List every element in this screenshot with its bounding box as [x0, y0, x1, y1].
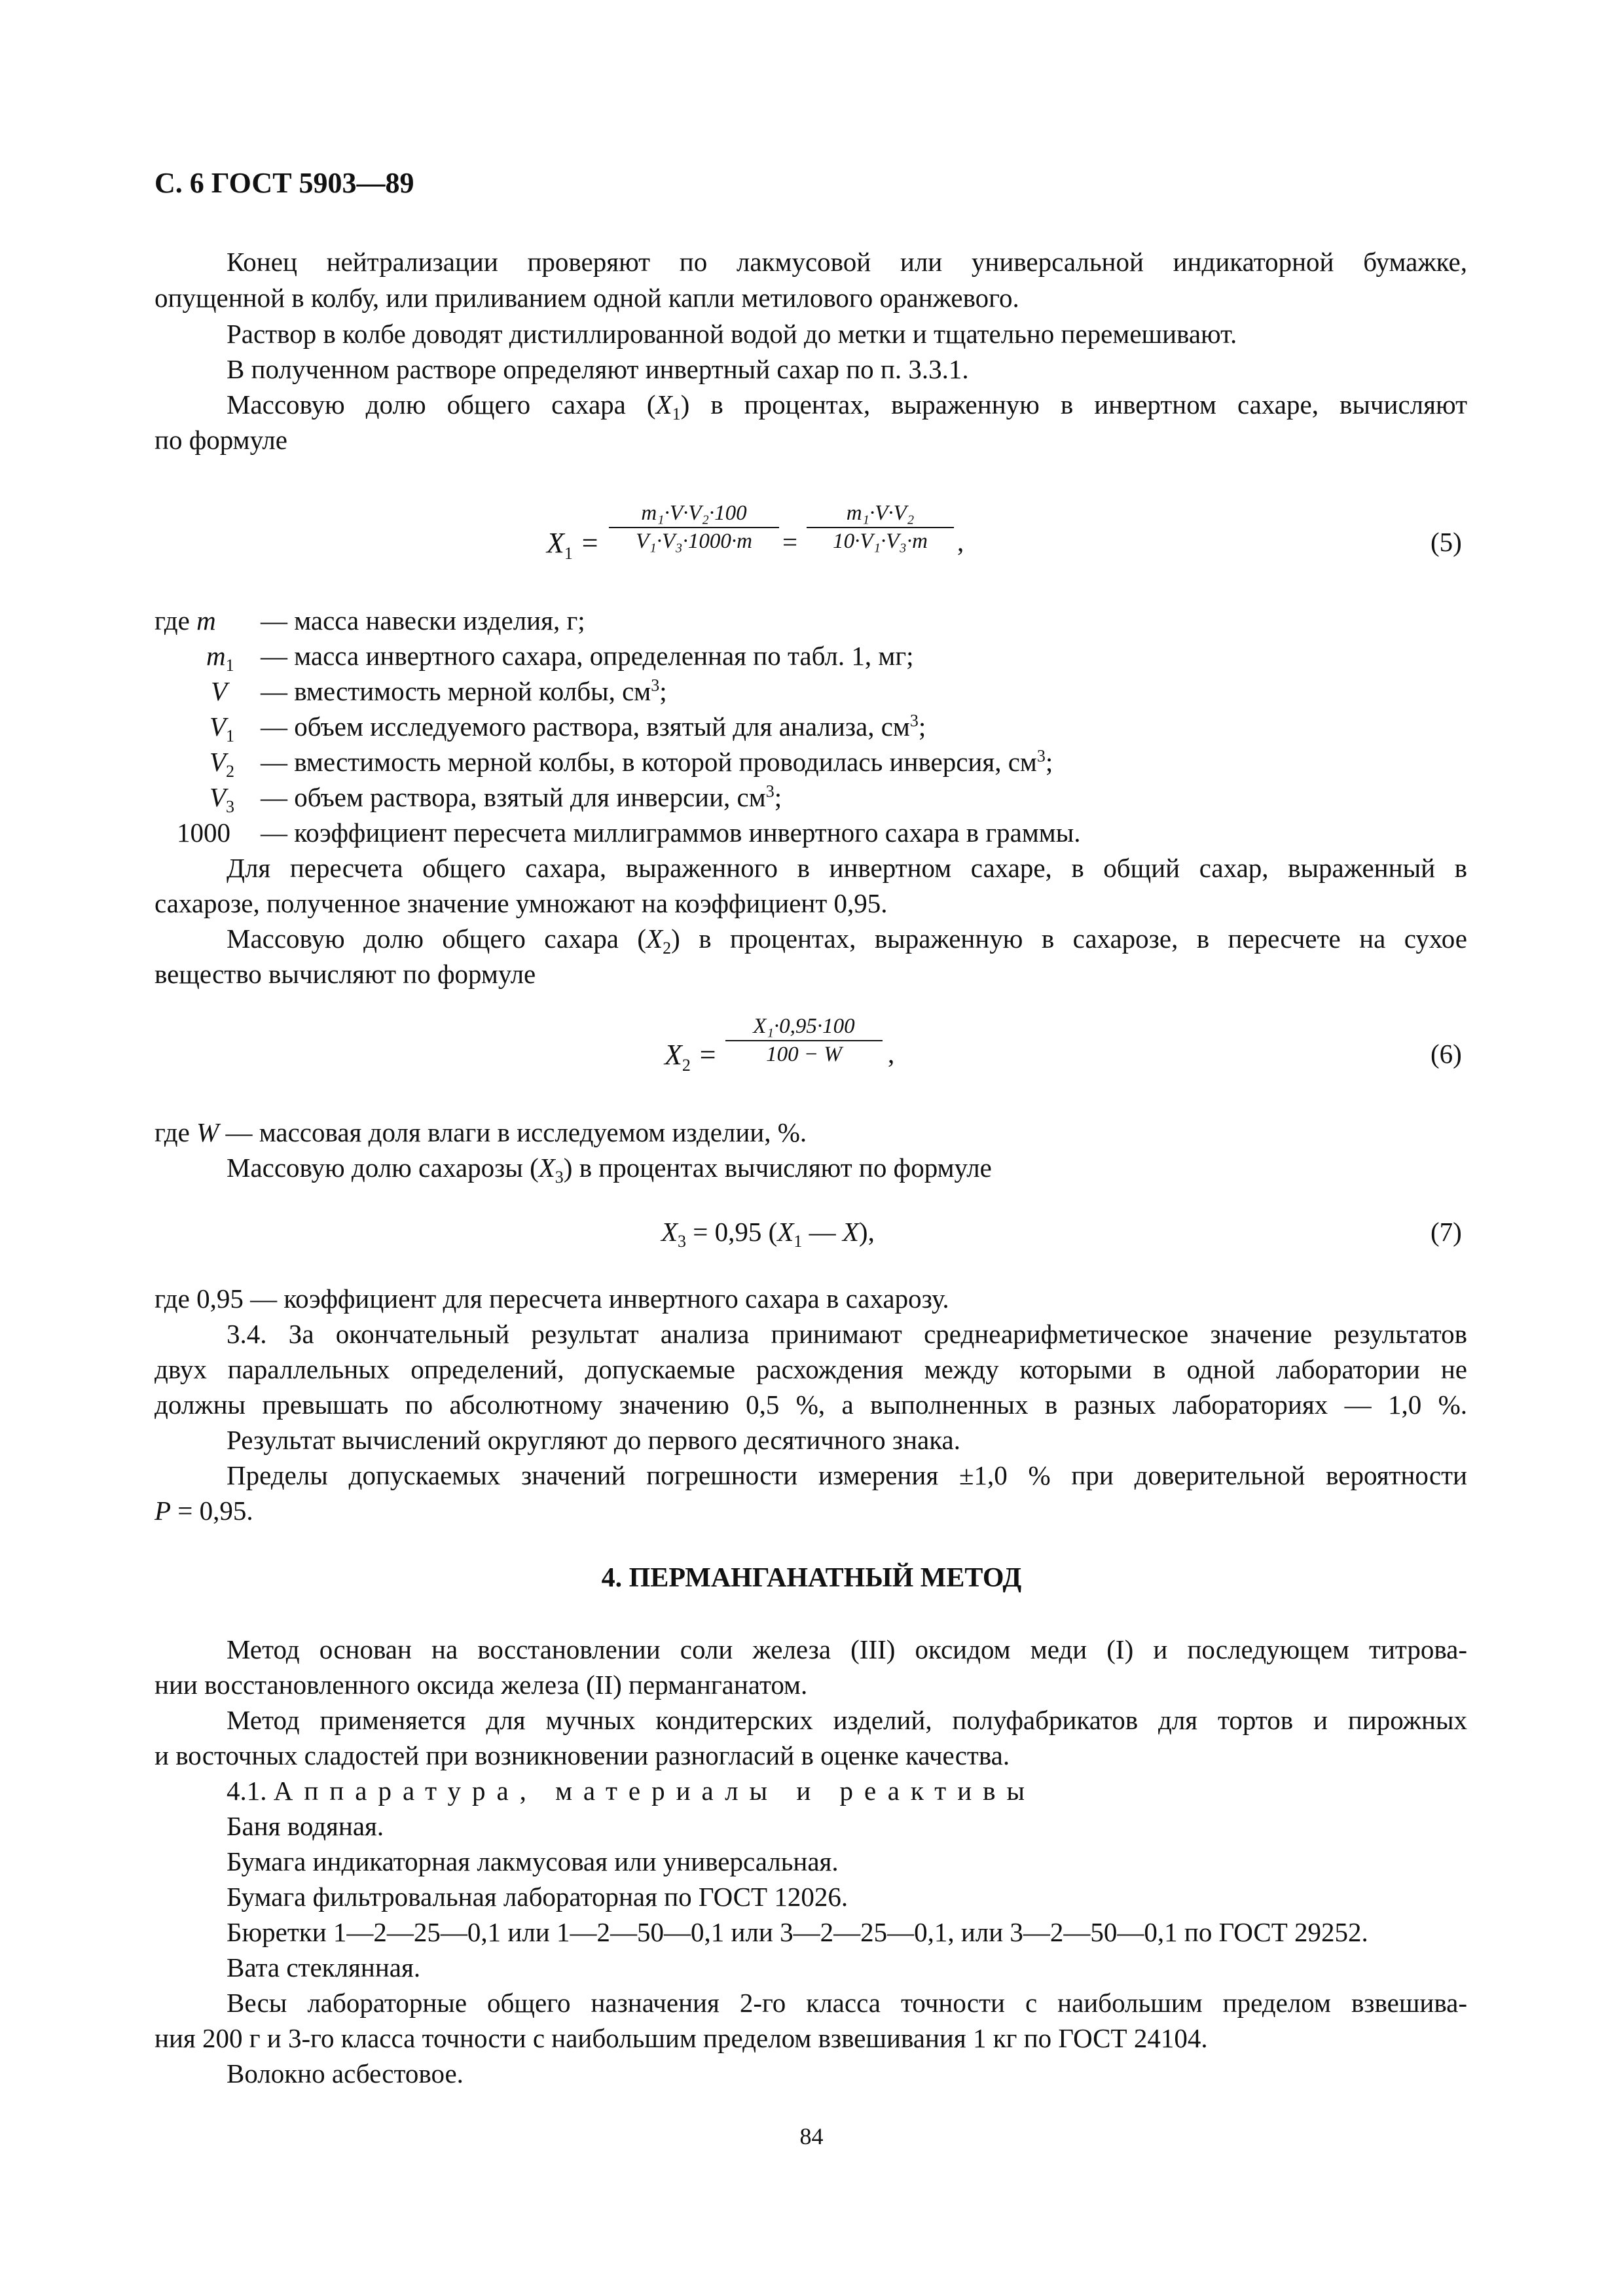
paragraph-line: нии восстановленного оксида железа (II) перманганатом.: [155, 1670, 808, 1700]
paragraph: Массовую долю сахарозы $(X_3)$ в процентах вычисляют по формуле: [227, 1153, 992, 1187]
paragraph-line: Конец нейтрализации проверяют по лакмусовой или универсальной индикаторной бумажке,: [227, 247, 1467, 277]
subsection-heading: 4.1. Аппаратура, материалы и реактивы: [227, 1776, 1036, 1806]
formula-number: (7): [1431, 1217, 1462, 1247]
list-item: Волокно асбестовое.: [227, 2058, 464, 2089]
paragraph: В полученном растворе определяют инвертный сахар по п. 3.3.1.: [227, 354, 969, 384]
paragraph-line: P = 0,95.: [155, 1496, 253, 1526]
paragraph-line: вещество вычисляют по формуле: [155, 959, 536, 989]
formula-legend: где 0,95 — коэффициент для пересчета инвертного сахара в сахарозу.: [155, 1283, 949, 1314]
paragraph-line: двух параллельных определений, допускаемые расхождения между которыми в одной лаборатории не: [155, 1354, 1467, 1384]
paragraph: Результат вычислений округляют до первого десятичного знака.: [227, 1425, 960, 1455]
paragraph-line: сахарозе, полученное значение умножают на коэффициент 0,95.: [155, 888, 888, 918]
paragraph-line: Весы лабораторные общего назначения 2-го класса точности с наибольшим пределом взвешива-: [227, 1988, 1467, 2018]
list-item: Бюретки 1—2—25—0,1 или 1—2—50—0,1 или 3—2—25—0,1, или 3—2—50—0,1 по ГОСТ 29252.: [227, 1917, 1368, 1947]
formula-number: (6): [1431, 1039, 1462, 1069]
page-number: 84: [799, 2123, 824, 2149]
paragraph-line: 3.4. За окончательный результат анализа принимают среднеарифметическое значение результатов: [227, 1319, 1467, 1349]
list-item: Бумага индикаторная лакмусовая или универсальная.: [227, 1846, 839, 1876]
paragraph-line: опущенной в колбу, или приливанием одной капли метилового оранжевого.: [155, 283, 1019, 313]
paragraph-line: Для пересчета общего сахара, выраженного в инвертном сахаре, в общий сахар, выраженный в: [227, 853, 1467, 883]
list-item: Вата стеклянная.: [227, 1952, 421, 1982]
section-title: 4. ПЕРМАНГАНАТНЫЙ МЕТОД: [601, 1563, 1022, 1593]
list-item: Баня водяная.: [227, 1811, 384, 1841]
running-header: С. 6 ГОСТ 5903—89: [155, 167, 414, 199]
paragraph-line: должны превышать по абсолютному значению 0,5 %, а выполненных в разных лабораториях — 1,0 %.: [155, 1390, 1467, 1420]
paragraph-line: ния 200 г и 3-го класса точности с наибольшим пределом взвешивания 1 кг по ГОСТ 24104.: [155, 2023, 1208, 2053]
paragraph-line: Пределы допускаемых значений погрешности измерения ±1,0 % при доверительной вероятности: [227, 1460, 1467, 1490]
paragraph-line: Метод основан на восстановлении соли железа (III) оксидом меди (I) и последующем титрова-: [227, 1634, 1467, 1664]
paragraph-line: и восточных сладостей при возникновении разногласий в оценке качества.: [155, 1740, 1010, 1770]
paragraph-line: Массовую долю общего сахара $(X_1)$ в процентах, выраженную в инвертном сахаре, вычисляют: [227, 389, 1467, 424]
paragraph-line: Метод применяется для мучных кондитерских изделий, полуфабрикатов для тортов и пирожных: [227, 1705, 1467, 1735]
list-item: Бумага фильтровальная лабораторная по ГОСТ 12026.: [227, 1882, 848, 1912]
document-page: С. 6 ГОСТ 5903—89 Конец нейтрализации проверяют по лакмусовой или универсальной индикаторной бумажке, опущенной в колбу, или приливанием одной капли метилового оранжевого. Раствор в колбе доводят дистиллированной водой до метки и тщательно перемешивают. В полученном растворе определяют инвертный сахар по п. 3.3.1. Массовую долю общего сахара $(X_1)$ в процентах, выраженную в инвертном сахаре, вычисляют по формуле $X_1$ = $\frac{\text{m₁·V·V₂·100}}{\text{V₁·V₃·1000·m}}$ = $\frac{\text{m₁·V·V₂}}{\text{10·V₁·V₃·m}}$ , (5) где m — масса навески изделия, г; $m_1$ — масса инвертного сахара, определенная по табл. 1, мг; V — вместимость мерной колбы, $см^3$; $V_1$ — объем исследуемого раствора, взятый для анализа, $см^3$; $V_2$ — вместимость мерной колбы, в которой проводилась инверсия, $см^3$; $V_3$ — объем раствора, взятый для инверсии, $см^3$; 1000 — коэффициент пересчета миллиграммов инвертного сахара в граммы. Для пересчета общего сахара, выраженного в инвертном сахаре, в общий сахар, выраженный в сахарозе, полученное значение умножают на коэффициент 0,95. Массовую долю общего сахара $(X_2)$ в процентах, выраженную в сахарозе, в пересчете на сухое вещество вычисляют по формуле $X_2$ = $\frac{\text{X₁·0,95·100}}{100 - W}$ , (6) где W — массовая доля влаги в исследуемом изделии, %. Массовую долю сахарозы $(X_3)$ в процентах вычисляют по формуле $X_3 = 0,95$ ($X_1$ — X), (7) где 0,95 — коэффициент для пересчета инвертного сахара в сахарозу. 3.4. За окончательный результат анализа принимают среднеарифметическое значение результатов двух параллельных определений, допускаемые расхождения между которыми в одной лаборатории не должны превышать по абсолютному значению 0,5 %, а выполненных в разных лабораториях — 1,0 %. Результат вычислений округляют до первого десятичного знака. Пределы допускаемых значений погрешности измерения ±1,0 % при доверительной вероятности P = 0,95. 4. ПЕРМАНГАНАТНЫЙ МЕТОД Метод основан на восстановлении соли железа (III) оксидом меди (I) и последующем титрова- нии восстановленного оксида железа (II) перманганатом. Метод применяется для мучных кондитерских изделий, полуфабрикатов для тортов и пирожных и восточных сладостей при возникновении разногласий в оценке качества. 4.1. Аппаратура, материалы и реактивы Баня водяная. Бумага индикаторная лакмусовая или универсальная. Бумага фильтровальная лабораторная по ГОСТ 12026. Бюретки 1—2—25—0,1 или 1—2—50—0,1 или 3—2—25—0,1, или 3—2—50—0,1 по ГОСТ 29252. Вата стеклянная. Весы лабораторные общего назначения 2-го класса точности с наибольшим пределом взвешива- ния 200 г и 3-го класса точности с наибольшим пределом взвешивания 1 кг по ГОСТ 24104. Волокно асбестовое. 84: [0, 0, 1623, 2296]
paragraph-line: Массовую долю общего сахара $(X_2)$ в процентах, выраженную в сахарозе, в пересчете на сухое: [227, 924, 1467, 958]
paragraph-line: по формуле: [155, 425, 287, 455]
formula-number: (5): [1431, 527, 1462, 557]
paragraph: Раствор в колбе доводят дистиллированной водой до метки и тщательно перемешивают.: [227, 319, 1237, 349]
formula-legend: где W — массовая доля влаги в исследуемом изделии, %.: [155, 1117, 807, 1147]
